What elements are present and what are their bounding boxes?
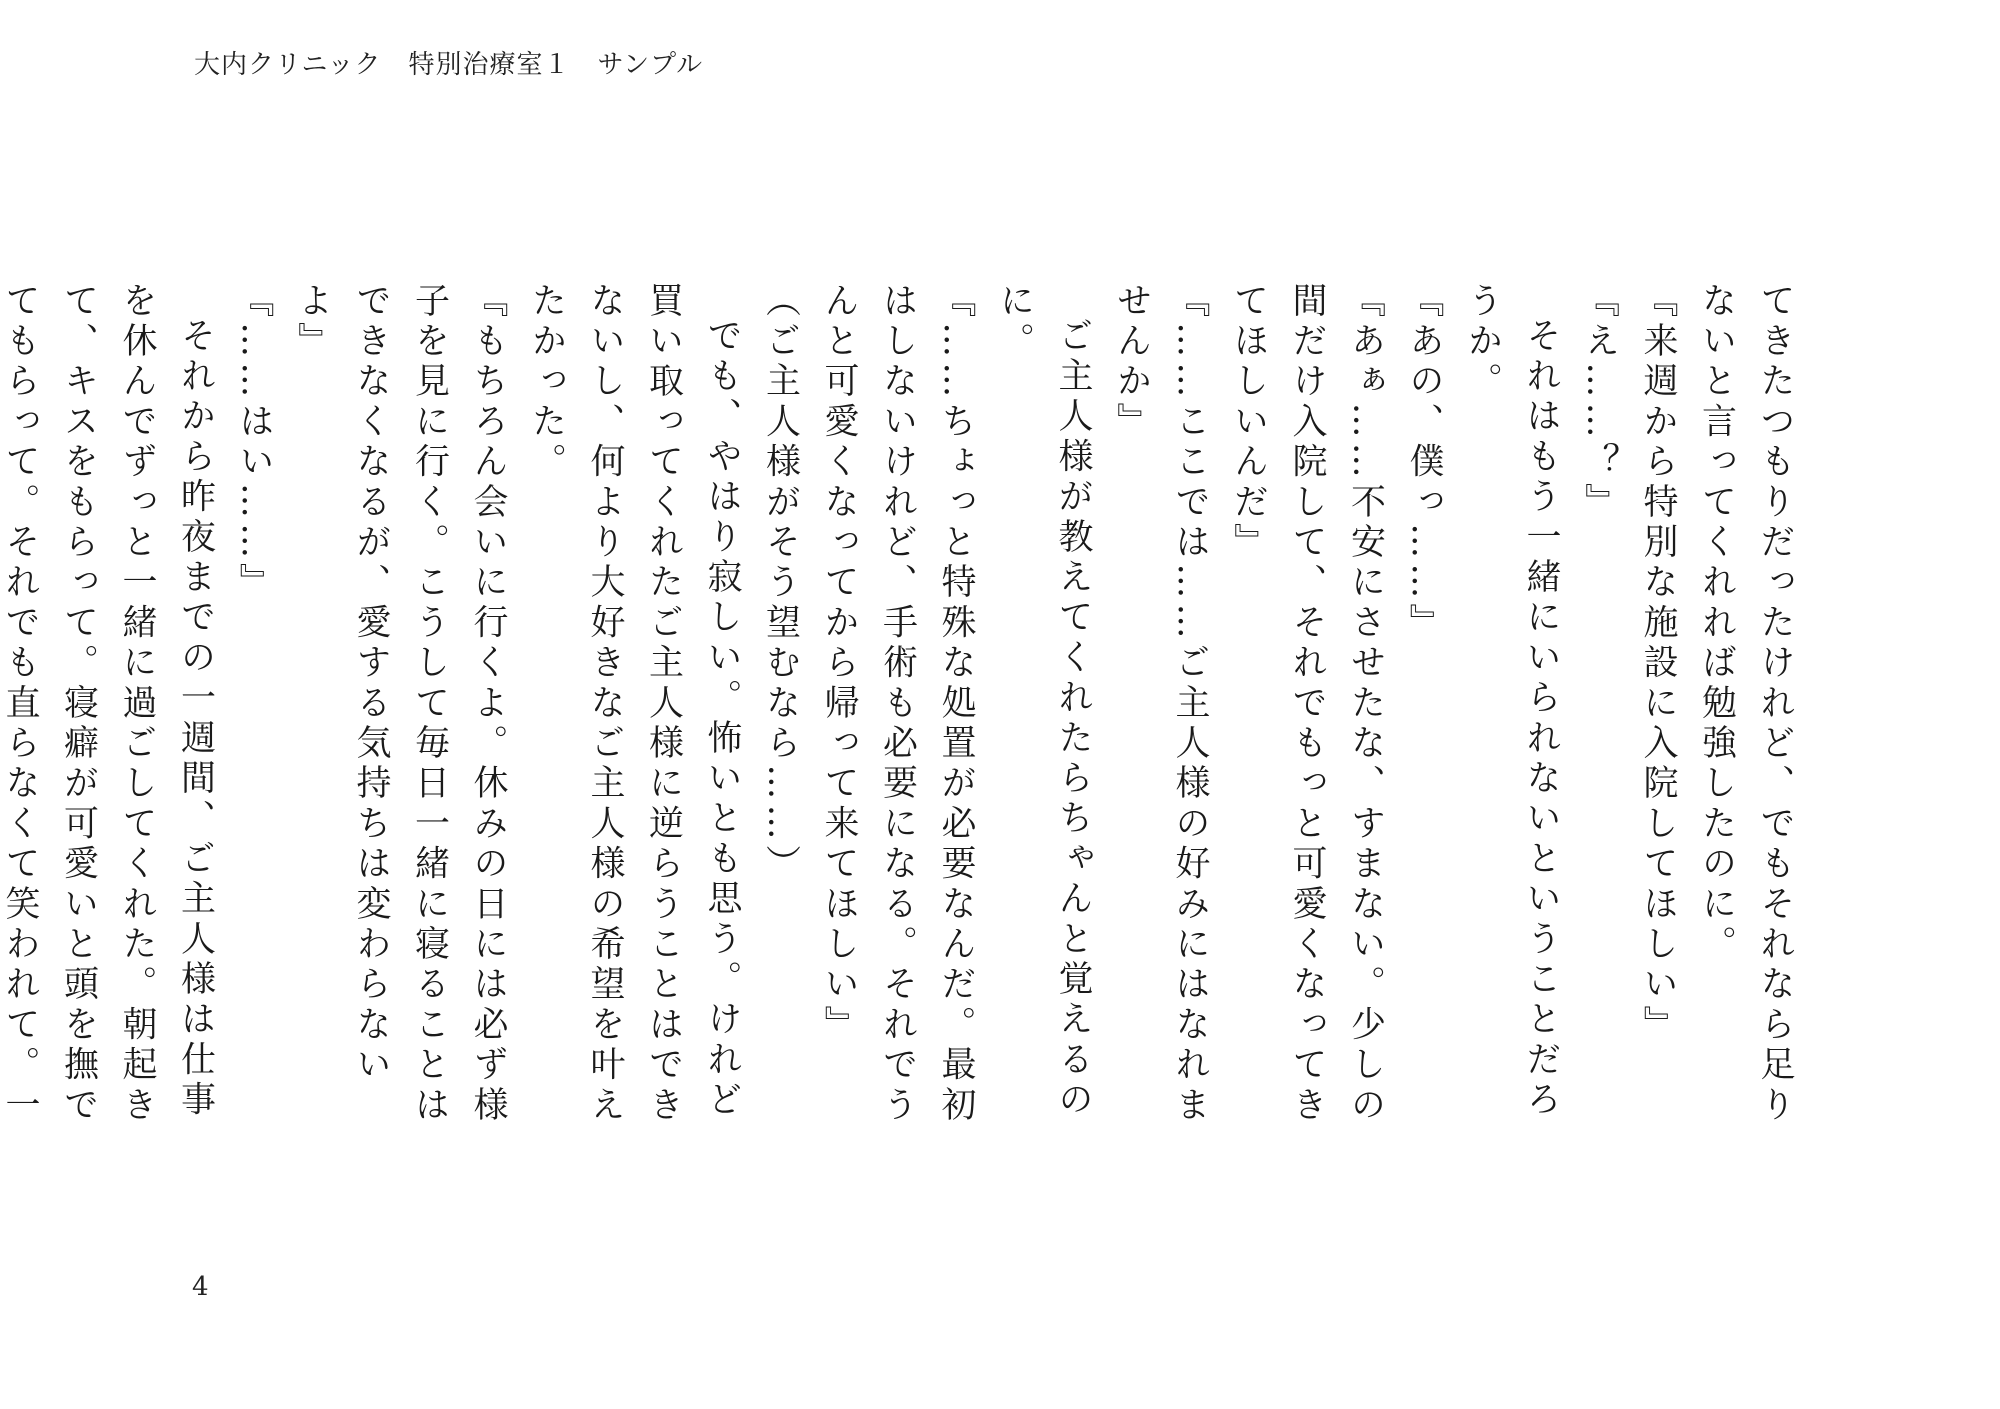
paragraph: それから昨夜までの一週間、ご主人様は仕事を休んでずっと一緒に過ごしてくれた。朝起きて、キスをもらって。寝癖が可愛いと頭を撫でてもらって。それでも直らなくて笑われて。一 [0, 282, 216, 1127]
paragraph: 『……ちょっと特殊な処置が必要なんだ。最初はしないけれど、手術も必要になる。それでうんと可愛くなってから帰って来てほしい』 [819, 282, 976, 1127]
page-number: 4 [192, 1272, 209, 1302]
paragraph: （ご主人様がそう望むなら……） [760, 282, 801, 885]
body-text [0, 282, 1804, 1142]
paragraph: 『あの、僕っ……』 [1404, 282, 1444, 644]
paragraph: 『え……？』 [1579, 282, 1620, 524]
paragraph: それはもう一緒にいられないということだろうか。 [1462, 282, 1561, 1121]
paragraph: ご主人様が教えてくれたらちゃんと覚えるのに。 [994, 282, 1093, 1121]
paragraph: 『来週から特別な施設に入院してほしい』 [1638, 282, 1678, 1046]
paragraph: でも、やはり寂しい。怖いとも思う。けれど買い取ってくれたご主人様に逆らうことはできないし、何より大好きなご主人様の希望を叶えたかった。 [526, 282, 742, 1127]
paragraph: 『もちろん会いに行くよ。休みの日には必ず様子を見に行く。こうして毎日一緒に寝ることはできなくなるが、愛する気持ちは変わらないよ』 [292, 282, 508, 1127]
paragraph: 『……ここでは……ご主人様の好みにはなれませんか』 [1111, 282, 1210, 1127]
running-header: 大内クリニック 特別治療室１ サンプル [194, 50, 704, 80]
paragraph: 『……はい……』 [234, 282, 274, 604]
paragraph: てきたつもりだったけれど、でもそれなら足りないと言ってくれれば勉強したのに。 [1696, 282, 1795, 1127]
paragraph: 『あぁ……不安にさせたな、すまない。少しの間だけ入院して、それでもっと可愛くなってきてほしいんだ』 [1228, 282, 1386, 1127]
